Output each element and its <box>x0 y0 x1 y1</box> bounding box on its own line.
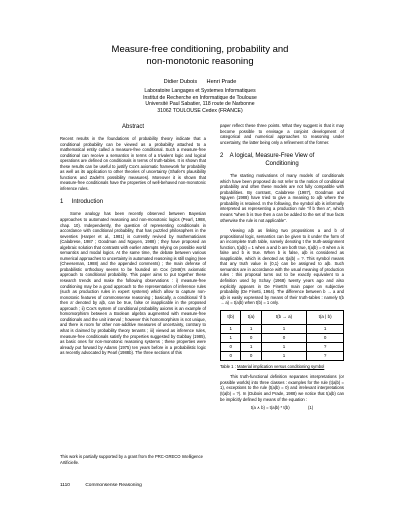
table-cell: 1 <box>241 342 261 351</box>
paper-title <box>0 44 400 67</box>
affiliation <box>0 88 400 114</box>
abstract-text: Recent results in the foundations of probability theory indicate that a conditional probability can be viewed as a probability attached to a mathematical entity called a measure-free conditional. Such a measure-free conditional can receive a semantics in terms of a trivalent logic and logical operations are defined on conditionals in terms of truth-tables. It is shown that these results can be useful to justify Cox's axiomatic framework for probability as well as its application to other theories of uncertainty (Shafer's plausibility functions and Zadeh's possibility measures). Moreover it is shown that measure-free conditionals have the properties of well-behaved non-monotonic inference rules. <box>60 136 206 191</box>
paragraph-continuation: paper reflect these three points. What they suggest is that it may become possible to envisage a conjoint development of categorical and numerical approaches to reasoning under uncertainty, the latter being only a refinement of the former. <box>220 123 344 145</box>
page-number: 1110 <box>60 483 70 488</box>
table-cell: 1 <box>307 324 344 333</box>
equation-body: t(a ∧ b) = t(a|b) * t(b) <box>250 405 290 411</box>
table-caption-text: Material implication versus conditioning symbol <box>237 363 325 369</box>
table-cell: 1 <box>241 324 261 333</box>
affiliation-line-1: Laboratoire Langages et Systemes Informatiques <box>144 88 256 94</box>
table-header: t(a | b) <box>307 310 344 324</box>
table-header: t(a) <box>241 310 261 324</box>
venue-name: Commonsense Reasoning <box>85 483 142 488</box>
affiliation-line-3: Université Paul Sabatier, 118 route de Narbonne <box>145 101 255 108</box>
left-column <box>60 123 206 356</box>
section-2-heading-line-1: 2 A logical, Measure-Free View of <box>220 153 315 160</box>
section-2-heading <box>220 152 344 168</box>
table-row <box>221 324 344 333</box>
abstract-heading: Abstract <box>121 124 144 130</box>
table-cell: 0 <box>241 351 261 360</box>
table-row <box>221 351 344 360</box>
authors: Didier Dubois Henri Prade <box>163 79 237 85</box>
table-cell: 0 <box>241 333 261 342</box>
equation-number: (1) <box>307 405 314 411</box>
table-cell: 1 <box>221 333 241 342</box>
paragraph-2: The starting motivations of many models of conditionals which have been proposed do not refer to the notion of conditional probability and often these models are not fully compatible with probabilities. By contrast, Calabrese (1987), Goodman and Nguyen (1988) have tried to give a meaning to a|b where the probability is retained. In the following, the symbol a|b is informally interpreted as representing a production rule "if b then a", which means "when b is true then a can be added to the set of true facts otherwise the rule is not applicable". <box>220 173 344 223</box>
table-header: t(b → a) <box>261 310 306 324</box>
section-1-heading: 1 Introduction <box>60 199 104 206</box>
paragraph-3: Viewing a|b as linking two propositions a and b of propositional logic, semantics can be given to it under the form of an incomplete truth table, namely denoting t the truth-assignment function, t(a|b) = 1 when a and b are both true, t(a|b) = 0 when a is false and b is true. When b is false, a|b is considered as inapplicable, which is denoted as t(a|b) = ?. This symbol means that any truth value in {0,1} can be assigned to a|b. Such semantics are in accordance with the usual meaning of production rules : this proposal turns out to be exactly equivalent to a definition used by Schay (1968) twenty years ago and also explicitly appears in De Finetti's main paper on subjective probability (De Finetti, 1964). The difference between b → a and a|b is easily expressed by means of their truth-tables : namely t(b → a) = t(a|b) when t(b) = 1 only. <box>220 228 344 306</box>
table-cell: ? <box>307 351 344 360</box>
table-caption-label: Table 1 : <box>220 363 236 369</box>
page-footer <box>60 483 156 488</box>
table-cell: ? <box>307 342 344 351</box>
title-line-1: Measure-free conditioning, probability and <box>111 44 289 55</box>
table-row <box>221 333 344 342</box>
paragraph-4: This truth-functional definition separates interpretations (or possible worlds) into three classes : examples for the rule (t(a|b) = 1), exceptions to the rule (t(a|b) = 0) and irrelevant interpretations (t(a|b) = ?). In (Dubois and Prade, 1988) we notice that t(a|b) can be implicitly defined by means of the equation : <box>220 374 344 402</box>
table-cell: 1 <box>261 342 306 351</box>
table-cell: 0 <box>221 342 241 351</box>
affiliation-line-2: Institut de Recherche en Informatique de Toulouse <box>143 94 257 101</box>
table-cell: 1 <box>261 324 306 333</box>
table-cell: 0 <box>221 351 241 360</box>
affiliation-line-4: 31062 TOULOUSE Cedex (FRANCE) <box>157 107 243 114</box>
table-row <box>221 342 344 351</box>
intro-text: Some analogy has been recently observed between Bayesian approaches to automated reasoning and non-monotonic logics (Pearl, 1988, chap. 10). Independently, the question of representing conditionals in accordance with conditional probability, that has puzzled philosophers in the seventies (Harper et al., 1981) is currently revived by mathematicians (Calabrese, 1987 ; Goodman and Nguyen, 1988) ; they have proposed an algebraic solution that contrasts with earlier attempts relying on possible world semantics and modal logics. At the same time, the debate between various numerical approaches to uncertainty in automated reasoning is still raging (see (Cheeseman, 1988) and the appended comments) ; the main defense of probabilistic orthodoxy seems to be founded on Cox (1946)'s axiomatic approach to conditional probability. This paper aims to put together these research trends and make the following observations : i) measure-free conditioning may be a good approach to the representation of inference rules (such as production rules in expert systems) which allow to capture non-monotonic features of commonsense reasoning ; basically, a conditional 'if b then a' denoted by a|b, can be true, false or inapplicable in the proposed approach ; ii) Cox's system of conditional probability axioms is an example of homomorphism between a Boolean algebra augmented with measure-free conditionals and the unit interval ; however this homomorphism is not unique, and there is room for other non-additive measures of uncertainty, contrary to what is claimed by probability theory tenants ; iii) viewed as inference rules, measure-free conditionals satisfy the properties suggested by Gabbay (1985), as basic ones for non-monotonic reasoning systems ; these properties were already put forward by Adams (1975) ten years before in a probabilistic logic as recently advocated by Pearl (1988b). The three sections of this <box>60 211 206 356</box>
title-line-2: non-monotonic reasoning <box>146 55 254 67</box>
table-cell: 1 <box>261 351 306 360</box>
table-header: t(b) <box>221 310 241 324</box>
footnote: This work is partially supported by a grant from the PRC-GRECO Intelligence Artificielle. <box>60 454 203 465</box>
truth-table <box>220 310 344 361</box>
section-2-heading-line-2: Conditioning <box>265 161 299 168</box>
table-cell: 0 <box>307 333 344 342</box>
table-cell: 0 <box>261 333 306 342</box>
right-column <box>220 123 344 414</box>
equation <box>220 405 344 411</box>
table-cell: 1 <box>221 324 241 333</box>
